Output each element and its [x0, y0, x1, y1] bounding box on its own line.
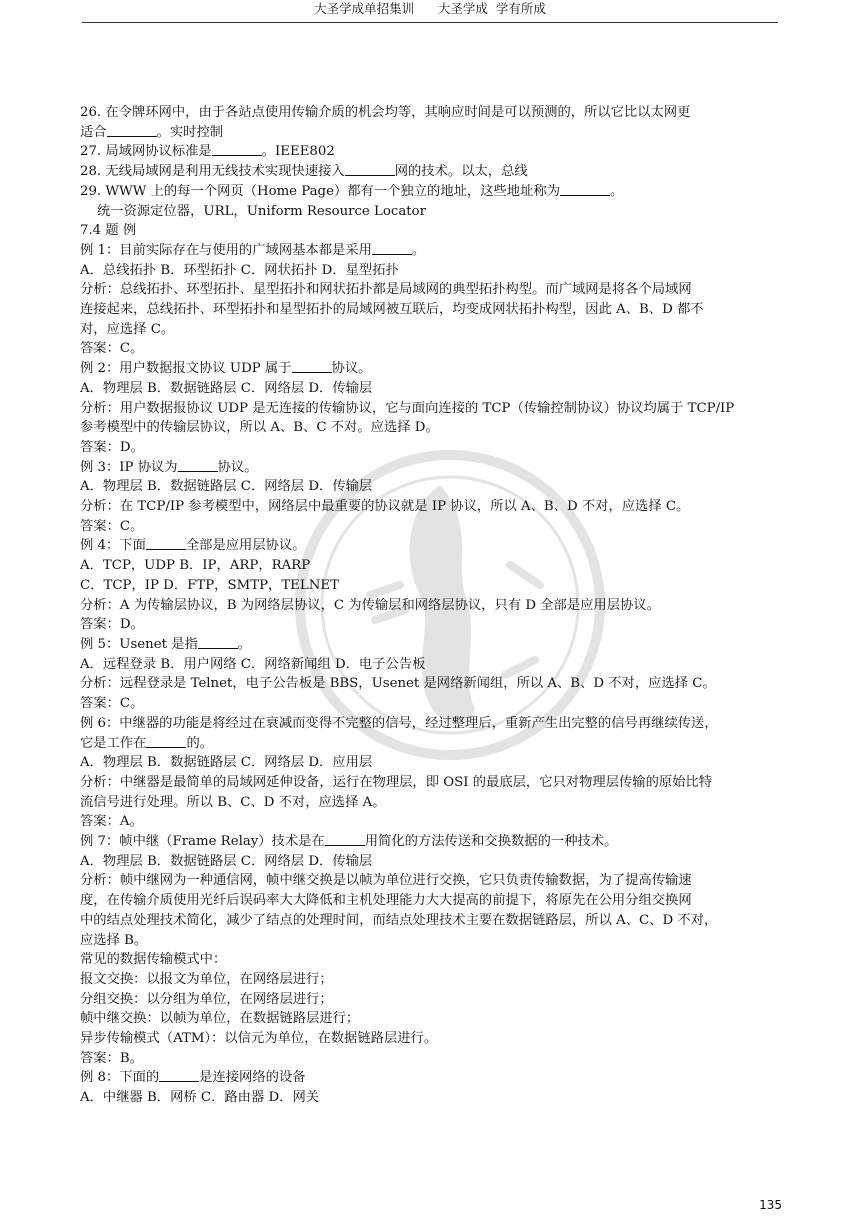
fill-blank — [212, 142, 262, 156]
line-text: A．物理层 B．数据链路层 C．网络层 D．传输层 — [80, 380, 373, 396]
line-text: 答案：A。 — [80, 814, 143, 830]
line-text: 度，在传输介质使用光纤后误码率大大降低和主机处理能力大大提高的前提下，将原先在公用分组交换网 — [80, 893, 692, 909]
text-line — [80, 399, 785, 419]
line-text: 分析：用户数据报协议 UDP 是无连接的传输协议，它与面向连接的 TCP（传输控制协议）协议均属于 TCP/IP — [80, 400, 735, 416]
line-text: A．远程登录 B．用户网络 C．网络新闻组 D．电子公告板 — [80, 656, 426, 672]
text-line — [80, 458, 785, 478]
text-line — [80, 950, 785, 970]
text-line — [80, 871, 785, 891]
text-line — [80, 556, 785, 576]
text-line — [80, 1088, 785, 1108]
line-text: 协议。 — [331, 361, 372, 377]
text-line — [80, 497, 785, 517]
line-text: 参考模型中的传输层协议，所以 A、B、C 不对。应选择 D。 — [80, 420, 439, 436]
line-text: 分组交换：以分组为单位，在网络层进行； — [80, 991, 333, 1007]
text-line — [80, 1068, 785, 1088]
text-line — [80, 339, 785, 359]
line-text: 例 8：下面的 — [80, 1070, 160, 1086]
text-line — [80, 655, 785, 675]
line-text: A．物理层 B．数据链路层 C．网络层 D．传输层 — [80, 479, 373, 495]
line-text: 。IEEE802 — [261, 144, 335, 160]
line-text: 流信号进行处理。所以 B、C、D 不对，应选择 A。 — [80, 794, 386, 810]
text-line — [80, 477, 785, 497]
text-line — [80, 596, 785, 616]
text-line — [80, 674, 785, 694]
line-text: 协议。 — [217, 459, 258, 475]
fill-blank — [292, 359, 332, 373]
text-line — [80, 517, 785, 537]
text-line — [80, 182, 785, 202]
line-text: 异步传输模式（ATM）：以信元为单位，在数据链路层进行。 — [80, 1031, 438, 1047]
text-line — [80, 990, 785, 1010]
document-body — [80, 103, 785, 1108]
line-text: 。 — [411, 242, 426, 258]
text-line — [80, 911, 785, 931]
text-line — [80, 812, 785, 832]
text-line — [80, 635, 785, 655]
text-line — [80, 753, 785, 773]
text-line — [80, 576, 785, 596]
text-line — [80, 418, 785, 438]
text-line — [80, 142, 785, 162]
text-line — [80, 536, 785, 556]
line-text: 它是工作在 — [80, 735, 147, 751]
line-text: A．中继器 B．网桥 C．路由器 D．网关 — [80, 1090, 320, 1106]
text-line — [80, 359, 785, 379]
line-text: 答案：B。 — [80, 1050, 143, 1066]
line-text: 答案：C。 — [80, 518, 144, 534]
fill-blank — [146, 734, 186, 748]
line-text: 例 7：帧中继（Frame Relay）技术是在 — [80, 834, 325, 850]
text-line — [80, 1049, 785, 1069]
text-line — [80, 300, 785, 320]
line-text: 例 3：IP 协议为 — [80, 459, 178, 475]
fill-blank — [372, 241, 412, 255]
fill-blank — [107, 123, 157, 137]
text-line — [80, 103, 785, 123]
line-text: 对，应选择 C。 — [80, 321, 175, 337]
text-line — [80, 970, 785, 990]
fill-blank — [325, 832, 365, 846]
text-line — [80, 123, 785, 143]
text-line — [80, 379, 785, 399]
fill-blank — [198, 635, 238, 649]
line-text: 帧中继交换：以帧为单位，在数据链路层进行； — [80, 1011, 360, 1027]
text-line — [80, 221, 785, 241]
line-text: 例 2：用户数据报文协议 UDP 属于 — [80, 361, 292, 377]
text-line — [80, 280, 785, 300]
line-text: 例 6：中继器的功能是将经过在衰减而变得不完整的信号，经过整理后，重新产生出完整的信号再继续传送， — [80, 715, 718, 731]
text-line — [80, 891, 785, 911]
text-line — [80, 202, 785, 222]
text-line — [80, 852, 785, 872]
line-text: 常见的数据传输模式中： — [80, 952, 227, 968]
text-line — [80, 1009, 785, 1029]
line-text: 答案：D。 — [80, 617, 144, 633]
line-text: 分析：在 TCP/IP 参考模型中，网络层中最重要的协议就是 IP 协议，所以 A、B、D 不对，应选择 C。 — [80, 499, 690, 515]
fill-blank — [146, 536, 186, 550]
line-text: 。 — [237, 636, 252, 652]
line-text: 分析：总线拓扑、环型拓扑、星型拓扑和网状拓扑都是局域网的典型拓扑构型。而广域网是将各个局域网 — [80, 282, 692, 298]
line-text: A．TCP，UDP B．IP，ARP，RARP — [80, 558, 311, 574]
line-text: 连接起来，总线拓扑、环型拓扑和星型拓扑的局域网被互联后，均变成网状拓扑构型，因此 A、B、D 都不 — [80, 302, 704, 318]
line-text: 是连接网络的设备 — [199, 1070, 306, 1086]
page-number: 135 — [759, 1198, 782, 1212]
line-text: 全部是应用层协议。 — [185, 538, 306, 554]
line-text: 29. WWW 上的每一个网页（Home Page）都有一个独立的地址，这些地址称为 — [80, 183, 560, 199]
text-line — [80, 832, 785, 852]
text-line — [80, 261, 785, 281]
line-text: 7.4 题 例 — [80, 223, 137, 239]
text-line — [80, 931, 785, 951]
line-text: 分析：A 为传输层协议，B 为网络层协议，C 为传输层和网络层协议，只有 D 全部是应用层协议。 — [80, 597, 660, 613]
line-text: 例 4：下面 — [80, 538, 146, 554]
line-text: 应选择 B。 — [80, 932, 148, 948]
line-text: 分析：远程登录是 Telnet，电子公告板是 BBS，Usenet 是网络新闻组，所以 A、B、D 不对，应选择 C。 — [80, 676, 716, 692]
fill-blank — [560, 182, 610, 196]
line-text: 答案：C。 — [80, 696, 144, 712]
text-line — [80, 734, 785, 754]
line-text: 。 — [610, 183, 624, 199]
line-text: 。实时控制 — [156, 124, 224, 140]
line-text: 例 1：目前实际存在与使用的广域网基本都是采用 — [80, 242, 372, 258]
line-text: 分析：中继器是最简单的局域网延伸设备，运行在物理层，即 OSI 的最底层，它只对物理层传输的原始比特 — [80, 774, 713, 790]
text-line — [80, 714, 785, 734]
text-line — [80, 773, 785, 793]
line-text: 中的结点处理技术简化，减少了结点的处理时间，而结点处理技术主要在数据链路层，所以 A、C、D 不对， — [80, 912, 718, 928]
line-text: A．物理层 B．数据链路层 C．网络层 D．传输层 — [80, 853, 373, 869]
line-text: 网的技术。以太，总线 — [394, 164, 528, 180]
page-header — [82, 0, 778, 23]
line-text: 报文交换：以报文为单位，在网络层进行； — [80, 971, 333, 987]
fill-blank — [345, 162, 395, 176]
line-text: 适合 — [80, 124, 107, 140]
line-text: 分析：帧中继网为一种通信网，帧中继交换是以帧为单位进行交换，它只负责传输数据，为了提高传输速 — [80, 873, 692, 889]
text-line — [80, 320, 785, 340]
line-text: C．TCP，IP D．FTP，SMTP，TELNET — [80, 577, 339, 593]
line-text: 统一资源定位器，URL，Uniform Resource Locator — [97, 203, 426, 219]
text-line — [80, 241, 785, 261]
line-text: 的。 — [186, 735, 214, 751]
line-text: 例 5：Usenet 是指 — [80, 636, 198, 652]
line-text: 答案：C。 — [80, 341, 144, 357]
fill-blank — [178, 458, 218, 472]
text-line — [80, 438, 785, 458]
text-line — [80, 793, 785, 813]
line-text: 28. 无线局域网是利用无线技术实现快速接入 — [80, 164, 345, 180]
text-line — [80, 162, 785, 182]
header-text: 大圣学成单招集训 大圣学成 学有所成 — [314, 1, 546, 16]
line-text: A．物理层 B．数据链路层 C．网络层 D．应用层 — [80, 755, 373, 771]
line-text: 26. 在令牌环网中，由于各站点使用传输介质的机会均等，其响应时间是可以预测的，所以它比以太网更 — [80, 105, 691, 120]
text-line — [80, 615, 785, 635]
text-line — [80, 694, 785, 714]
fill-blank — [159, 1068, 199, 1082]
line-text: 用简化的方法传送和交换数据的一种技术。 — [364, 834, 618, 850]
line-text: 答案：D。 — [80, 439, 144, 455]
line-text: A．总线拓扑 B．环型拓扑 C．网状拓扑 D．星型拓扑 — [80, 262, 399, 278]
text-line — [80, 1029, 785, 1049]
line-text: 27. 局域网协议标准是 — [80, 144, 212, 160]
